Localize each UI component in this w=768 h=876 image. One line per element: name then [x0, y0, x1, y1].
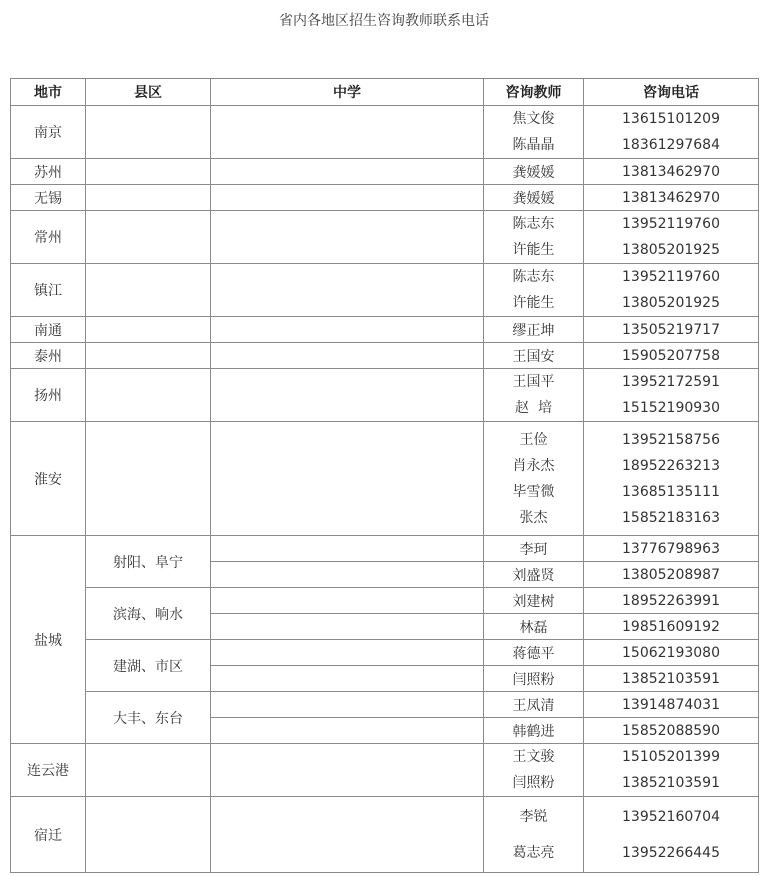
phone-cell: 13852103591: [584, 666, 759, 692]
table-row: [11, 369, 759, 422]
teacher-name: 焦文俊: [512, 111, 555, 127]
teacher-cell: [484, 106, 584, 159]
table-row: [11, 159, 759, 185]
teacher-cell: [484, 369, 584, 422]
teacher-name: 李锐: [519, 808, 548, 825]
phone-number: 13952172591: [622, 374, 720, 390]
district-cell: [86, 264, 211, 317]
school-cell: [211, 264, 484, 317]
school-cell: [211, 106, 484, 159]
district-cell: [86, 744, 211, 797]
table-row: [11, 588, 759, 614]
phone-cell: [584, 106, 759, 159]
district-cell: [86, 211, 211, 264]
teacher-cell: [484, 797, 584, 873]
phone-number: 15852183163: [622, 509, 720, 526]
teacher-cell: 龚媛媛: [484, 185, 584, 211]
teacher-cell: [484, 211, 584, 264]
school-cell: [211, 422, 484, 536]
phone-cell: [584, 744, 759, 797]
header-phone: 咨询电话: [584, 79, 759, 106]
phone-cell: [584, 264, 759, 317]
district-cell: [86, 422, 211, 536]
district-cell: [86, 106, 211, 159]
school-cell: [211, 692, 484, 718]
table-row: [11, 536, 759, 562]
header-school: 中学: [211, 79, 484, 106]
contacts-table: [10, 78, 759, 873]
city-cell: 扬州: [11, 369, 86, 422]
phone-number: 13952119760: [622, 216, 720, 232]
teacher-cell: 闫照粉: [484, 666, 584, 692]
table-row: [11, 422, 759, 536]
teacher-cell: 刘盛贤: [484, 562, 584, 588]
table-row: [11, 343, 759, 369]
teacher-name: 陈志东: [512, 216, 555, 232]
phone-number: 13615101209: [622, 111, 720, 127]
district-cell: [86, 343, 211, 369]
teacher-name: 张杰: [519, 509, 548, 526]
table-row: [11, 744, 759, 797]
phone-number: 13952266445: [622, 844, 720, 861]
teacher-cell: 韩鹤进: [484, 718, 584, 744]
teacher-cell: 龚媛媛: [484, 159, 584, 185]
phone-number: 18361297684: [622, 137, 720, 153]
table-row: [11, 640, 759, 666]
teacher-name: 陈晶晶: [512, 137, 555, 153]
school-cell: [211, 343, 484, 369]
city-cell: 连云港: [11, 744, 86, 797]
phone-number: 13952160704: [622, 808, 720, 825]
city-cell: 南通: [11, 317, 86, 343]
phone-number: 18952263213: [622, 457, 720, 474]
phone-cell: 13813462970: [584, 159, 759, 185]
city-cell: 无锡: [11, 185, 86, 211]
school-cell: [211, 317, 484, 343]
phone-cell: 15062193080: [584, 640, 759, 666]
district-cell: 射阳、阜宁: [86, 536, 211, 588]
school-cell: [211, 159, 484, 185]
table-row: [11, 185, 759, 211]
table-row: [11, 317, 759, 343]
table-row: [11, 211, 759, 264]
table-row: [11, 692, 759, 718]
page-title: 省内各地区招生咨询教师联系电话: [279, 13, 489, 29]
school-cell: [211, 588, 484, 614]
school-cell: [211, 640, 484, 666]
phone-number: 13805201925: [622, 242, 720, 258]
table-row: [11, 106, 759, 159]
school-cell: [211, 666, 484, 692]
phone-cell: [584, 369, 759, 422]
header-teacher: 咨询教师: [484, 79, 584, 106]
district-cell: [86, 159, 211, 185]
teacher-cell: [484, 744, 584, 797]
teacher-cell: [484, 422, 584, 536]
header-district: 县区: [86, 79, 211, 106]
phone-cell: 13505219717: [584, 317, 759, 343]
teacher-name: 陈志东: [512, 269, 555, 285]
phone-number: 13952158756: [622, 431, 720, 448]
phone-number: 15105201399: [622, 749, 720, 765]
phone-cell: 13914874031: [584, 692, 759, 718]
school-cell: [211, 744, 484, 797]
city-cell: 宿迁: [11, 797, 86, 873]
school-cell: [211, 536, 484, 562]
district-cell: [86, 185, 211, 211]
phone-cell: 13805208987: [584, 562, 759, 588]
district-cell: [86, 317, 211, 343]
teacher-cell: 王凤清: [484, 692, 584, 718]
teacher-name: 王国平: [512, 374, 555, 390]
phone-number: 15152190930: [622, 400, 720, 416]
district-cell: 大丰、东台: [86, 692, 211, 744]
school-cell: [211, 211, 484, 264]
school-cell: [211, 797, 484, 873]
school-cell: [211, 369, 484, 422]
teacher-name: 葛志亮: [512, 844, 555, 861]
phone-cell: [584, 211, 759, 264]
phone-cell: [584, 797, 759, 873]
school-cell: [211, 614, 484, 640]
header-row: [11, 79, 759, 106]
phone-number: 13685135111: [622, 483, 720, 500]
teacher-name: 闫照粉: [512, 775, 555, 791]
teacher-name: 毕雪微: [512, 483, 555, 500]
district-cell: [86, 369, 211, 422]
phone-cell: 18952263991: [584, 588, 759, 614]
school-cell: [211, 185, 484, 211]
phone-number: 13805201925: [622, 295, 720, 311]
phone-cell: 15852088590: [584, 718, 759, 744]
city-cell: 盐城: [11, 536, 86, 744]
teacher-cell: [484, 264, 584, 317]
table-row: [11, 264, 759, 317]
teacher-cell: 蒋德平: [484, 640, 584, 666]
phone-number: 13952119760: [622, 269, 720, 285]
teacher-name: 许能生: [512, 295, 555, 311]
teacher-cell: 李珂: [484, 536, 584, 562]
district-cell: 滨海、响水: [86, 588, 211, 640]
district-cell: 建湖、市区: [86, 640, 211, 692]
school-cell: [211, 718, 484, 744]
city-cell: 常州: [11, 211, 86, 264]
phone-cell: 19851609192: [584, 614, 759, 640]
teacher-name: 王俭: [519, 431, 548, 448]
phone-cell: 13776798963: [584, 536, 759, 562]
city-cell: 淮安: [11, 422, 86, 536]
phone-cell: 15905207758: [584, 343, 759, 369]
city-cell: 南京: [11, 106, 86, 159]
header-city: 地市: [11, 79, 86, 106]
city-cell: 泰州: [11, 343, 86, 369]
teacher-name: 肖永杰: [512, 457, 555, 474]
teacher-cell: 林磊: [484, 614, 584, 640]
phone-cell: 13813462970: [584, 185, 759, 211]
teacher-cell: 刘建树: [484, 588, 584, 614]
city-cell: 苏州: [11, 159, 86, 185]
city-cell: 镇江: [11, 264, 86, 317]
teacher-cell: 王国安: [484, 343, 584, 369]
school-cell: [211, 562, 484, 588]
teacher-cell: 缪正坤: [484, 317, 584, 343]
table-row: [11, 797, 759, 873]
teacher-name: 王文骏: [512, 749, 555, 765]
teacher-name: 赵 培: [515, 400, 552, 416]
phone-number: 13852103591: [622, 775, 720, 791]
teacher-name: 许能生: [512, 242, 555, 258]
phone-cell: [584, 422, 759, 536]
district-cell: [86, 797, 211, 873]
